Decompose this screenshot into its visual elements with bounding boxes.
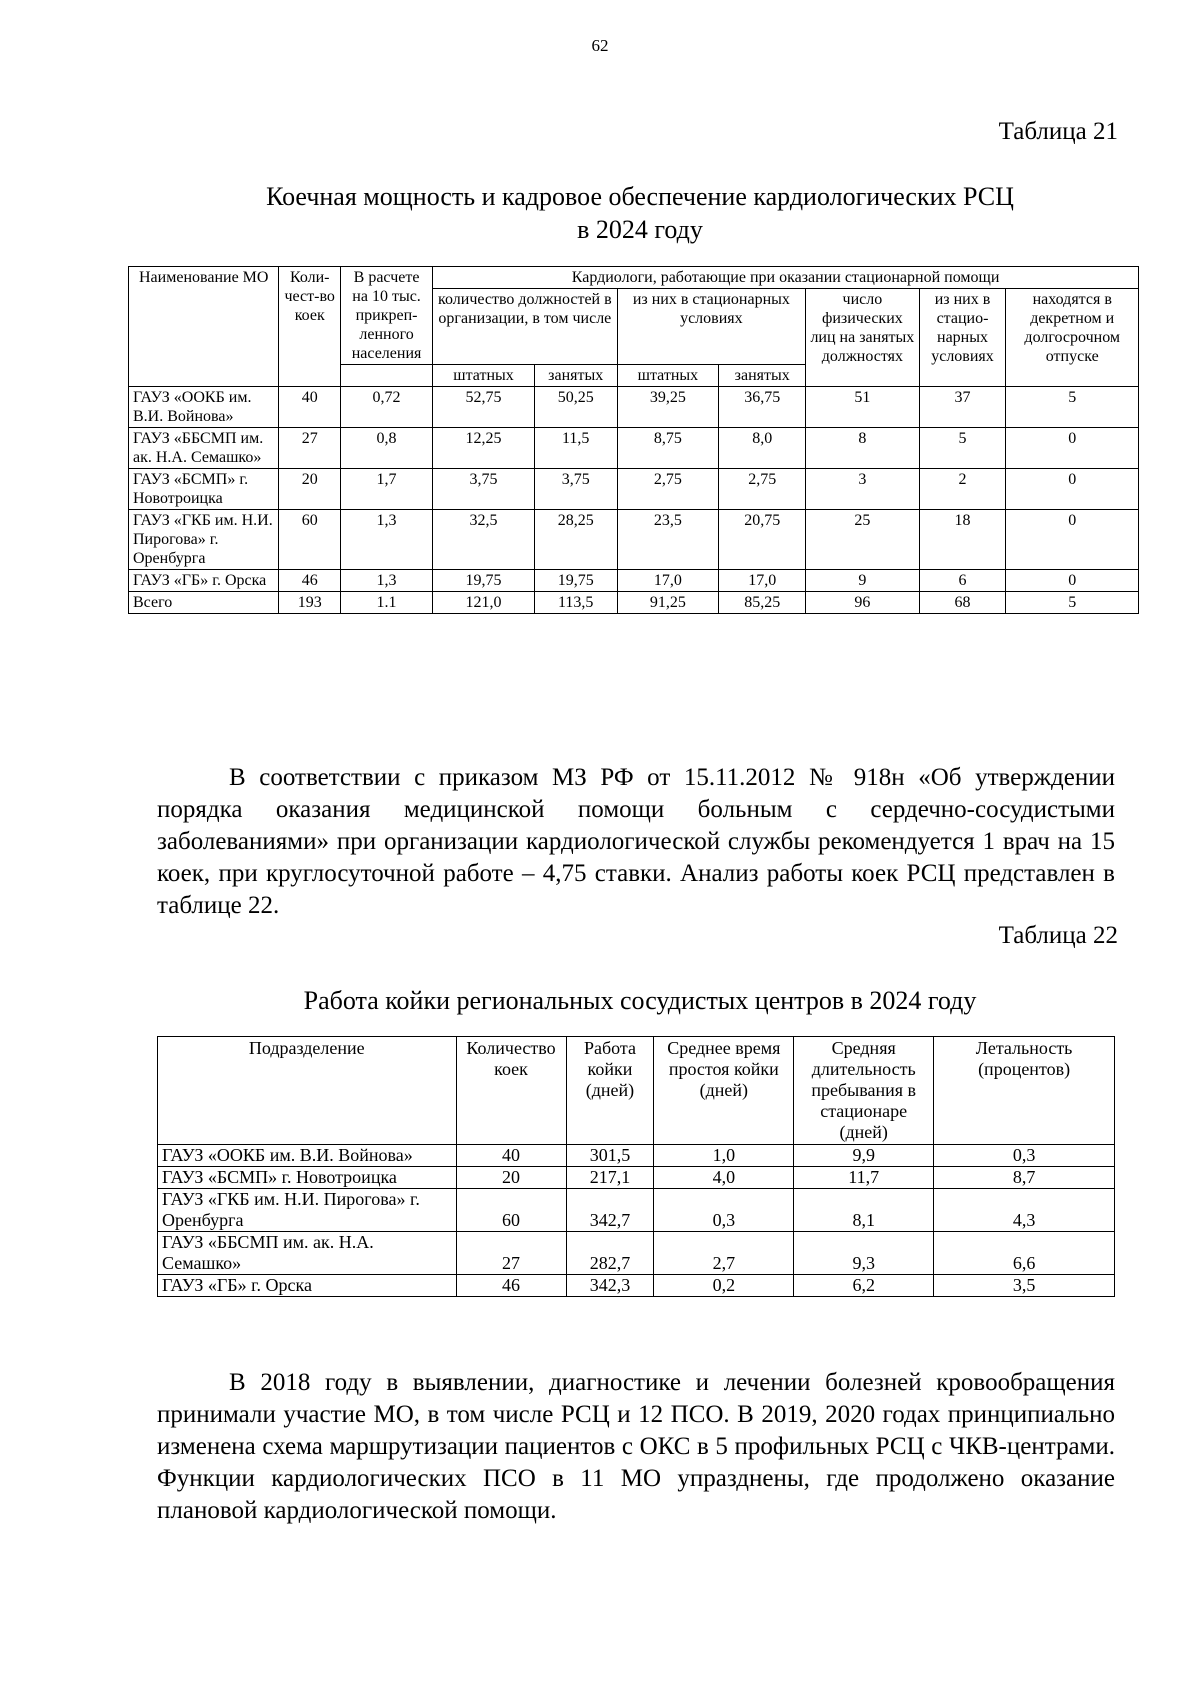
- cell-per10k: 0,72: [340, 387, 432, 428]
- cell-pos-staff: 121,0: [433, 592, 535, 614]
- table21-caption: Таблица 21: [998, 118, 1118, 145]
- cell-persons-inp: 18: [919, 510, 1006, 570]
- header-mortality: Летальность (процентов): [934, 1037, 1115, 1145]
- cell-pos-occ: 113,5: [534, 592, 617, 614]
- cell-persons-inp: 6: [919, 570, 1006, 592]
- cell-inp-occ: 17,0: [719, 570, 806, 592]
- cell-beds: 20: [456, 1167, 566, 1189]
- cell-stay: 8,1: [794, 1189, 934, 1232]
- header-idle: Среднее время простоя койки (дней): [654, 1037, 794, 1145]
- cell-beds: 27: [279, 428, 340, 469]
- header-work: Работа койки (дней): [566, 1037, 654, 1145]
- cell-pos-staff: 52,75: [433, 387, 535, 428]
- cell-stay: 9,3: [794, 1232, 934, 1275]
- cell-beds: 60: [279, 510, 340, 570]
- cell-name: ГАУЗ «БСМП» г. Новотроицка: [158, 1167, 457, 1189]
- cell-inp-occ: 8,0: [719, 428, 806, 469]
- cell-work: 342,3: [566, 1275, 654, 1297]
- table-row: [158, 1232, 1115, 1275]
- cell-per10k: 1,7: [340, 469, 432, 510]
- table21-title-line1: Коечная мощность и кадровое обеспечение кардиологических РСЦ: [266, 182, 1014, 211]
- header-beds: Количество коек: [456, 1037, 566, 1145]
- cell-name: ГАУЗ «ГБ» г. Орска: [129, 570, 279, 592]
- cell-work: 217,1: [566, 1167, 654, 1189]
- header-per10k-empty: [340, 365, 432, 387]
- cell-persons: 8: [806, 428, 919, 469]
- table-row: [158, 1145, 1115, 1167]
- cell-pos-occ: 28,25: [534, 510, 617, 570]
- cell-beds: 46: [456, 1275, 566, 1297]
- cell-name: Всего: [129, 592, 279, 614]
- table-row: [158, 1189, 1115, 1232]
- cell-persons: 25: [806, 510, 919, 570]
- cell-work: 282,7: [566, 1232, 654, 1275]
- header-positions: количество должностей в организации, в том числе: [433, 289, 617, 365]
- cell-pos-occ: 11,5: [534, 428, 617, 469]
- cell-per10k: 1,3: [340, 570, 432, 592]
- header-persons-inpatient: из них в стацио-нарных условиях: [919, 289, 1006, 387]
- cell-name: ГАУЗ «ББСМП им. ак. Н.А. Семашко»: [129, 428, 279, 469]
- table-row: [129, 510, 1139, 570]
- paragraph-2: [157, 1367, 1115, 1527]
- cell-beds: 46: [279, 570, 340, 592]
- header-staff2: штатных: [617, 365, 719, 387]
- cell-inp-staff: 17,0: [617, 570, 719, 592]
- cell-persons-inp: 37: [919, 387, 1006, 428]
- table22: [157, 1036, 1115, 1297]
- cell-per10k: 1.1: [340, 592, 432, 614]
- cell-mortality: 8,7: [934, 1167, 1115, 1189]
- page-number: 62: [591, 36, 609, 55]
- cell-beds: 60: [456, 1189, 566, 1232]
- cell-persons-inp: 5: [919, 428, 1006, 469]
- cell-idle: 0,3: [654, 1189, 794, 1232]
- cell-beds: 40: [279, 387, 340, 428]
- header-staff: штатных: [433, 365, 535, 387]
- header-stay: Средняя длительность пребывания в стационаре (дней): [794, 1037, 934, 1145]
- cell-name: ГАУЗ «ГКБ им. Н.И. Пирогова» г. Оренбурга: [129, 510, 279, 570]
- cell-leave: 0: [1006, 469, 1139, 510]
- table22-header-row: [158, 1037, 1115, 1145]
- table-row: [129, 428, 1139, 469]
- paragraph-2-text: В 2018 году в выявлении, диагностике и лечении болезней кровообращения принимали участие МО, в том числе РСЦ и 12 ПСО. В 2019, 2020 годах принципиально изменена схема маршрутизации пациентов с ОКС в 5 профильных РСЦ с ЧКВ-центрами. Функции кардиологических ПСО в 11 МО упразднены, где продолжено оказание плановой кардиологической помощи.: [157, 1369, 1115, 1524]
- cell-leave: 0: [1006, 510, 1139, 570]
- cell-pos-staff: 32,5: [433, 510, 535, 570]
- cell-inp-occ: 20,75: [719, 510, 806, 570]
- header-cardiologists-group: Кардиологи, работающие при оказании стационарной помощи: [433, 267, 1139, 289]
- cell-name: ГАУЗ «ООКБ им. В.И. Войнова»: [158, 1145, 457, 1167]
- table-row: [129, 570, 1139, 592]
- cell-name: ГАУЗ «БСМП» г. Новотроицка: [129, 469, 279, 510]
- cell-pos-staff: 12,25: [433, 428, 535, 469]
- table22-caption: Таблица 22: [998, 922, 1118, 949]
- paragraph-1: [157, 762, 1115, 922]
- cell-inp-staff: 39,25: [617, 387, 719, 428]
- header-division: Подразделение: [158, 1037, 457, 1145]
- cell-per10k: 1,3: [340, 510, 432, 570]
- cell-pos-staff: 3,75: [433, 469, 535, 510]
- cell-beds: 20: [279, 469, 340, 510]
- cell-persons-inp: 2: [919, 469, 1006, 510]
- table-row: [129, 387, 1139, 428]
- cell-pos-occ: 3,75: [534, 469, 617, 510]
- cell-inp-occ: 2,75: [719, 469, 806, 510]
- cell-inp-staff: 8,75: [617, 428, 719, 469]
- cell-persons-inp: 68: [919, 592, 1006, 614]
- cell-stay: 6,2: [794, 1275, 934, 1297]
- header-occupied2: занятых: [719, 365, 806, 387]
- cell-work: 342,7: [566, 1189, 654, 1232]
- cell-idle: 0,2: [654, 1275, 794, 1297]
- cell-idle: 1,0: [654, 1145, 794, 1167]
- table21: [128, 266, 1139, 614]
- table-row: [158, 1275, 1115, 1297]
- cell-idle: 4,0: [654, 1167, 794, 1189]
- cell-mortality: 4,3: [934, 1189, 1115, 1232]
- cell-pos-staff: 19,75: [433, 570, 535, 592]
- cell-beds: 27: [456, 1232, 566, 1275]
- cell-name: ГАУЗ «ГБ» г. Орска: [158, 1275, 457, 1297]
- cell-persons: 96: [806, 592, 919, 614]
- cell-pos-occ: 50,25: [534, 387, 617, 428]
- cell-leave: 5: [1006, 387, 1139, 428]
- header-inpatient: из них в стационарных условиях: [617, 289, 806, 365]
- cell-idle: 2,7: [654, 1232, 794, 1275]
- cell-leave: 0: [1006, 428, 1139, 469]
- header-name: Наименование МО: [129, 267, 279, 387]
- header-leave: находятся в декретном и долгосрочном отпуске: [1006, 289, 1139, 387]
- paragraph-1-text: В соответствии с приказом МЗ РФ от 15.11.2012 № 918н «Об утверждении порядка оказания медицинской помощи больным с сердечно-сосудистыми заболеваниями» при организации кардиологической службы рекомендуется 1 врач на 15 коек, при круглосуточной работе – 4,75 ставки. Анализ работы коек РСЦ представлен в таблице 22.: [157, 764, 1115, 919]
- header-per10k: В расчете на 10 тыс. прикреп-ленного населения: [340, 267, 432, 365]
- cell-per10k: 0,8: [340, 428, 432, 469]
- cell-beds: 193: [279, 592, 340, 614]
- table-row-total: [129, 592, 1139, 614]
- cell-inp-staff: 91,25: [617, 592, 719, 614]
- table-row: [129, 469, 1139, 510]
- header-beds: Коли-чест-во коек: [279, 267, 340, 387]
- cell-persons: 9: [806, 570, 919, 592]
- table21-title: [0, 180, 1200, 246]
- cell-persons: 51: [806, 387, 919, 428]
- cell-stay: 9,9: [794, 1145, 934, 1167]
- table22-title: Работа койки региональных сосудистых центров в 2024 году: [303, 986, 977, 1015]
- cell-leave: 0: [1006, 570, 1139, 592]
- header-occupied: занятых: [534, 365, 617, 387]
- cell-inp-occ: 85,25: [719, 592, 806, 614]
- cell-pos-occ: 19,75: [534, 570, 617, 592]
- cell-leave: 5: [1006, 592, 1139, 614]
- table21-title-line2: в 2024 году: [577, 215, 703, 244]
- cell-inp-occ: 36,75: [719, 387, 806, 428]
- header-persons: число физических лиц на занятых должностях: [806, 289, 919, 387]
- cell-name: ГАУЗ «ООКБ им. В.И. Войнова»: [129, 387, 279, 428]
- cell-inp-staff: 2,75: [617, 469, 719, 510]
- cell-mortality: 6,6: [934, 1232, 1115, 1275]
- cell-persons: 3: [806, 469, 919, 510]
- cell-name: ГАУЗ «ГКБ им. Н.И. Пирогова» г. Оренбурга: [158, 1189, 457, 1232]
- table-row: [158, 1167, 1115, 1189]
- cell-beds: 40: [456, 1145, 566, 1167]
- cell-name: ГАУЗ «ББСМП им. ак. Н.А. Семашко»: [158, 1232, 457, 1275]
- cell-stay: 11,7: [794, 1167, 934, 1189]
- cell-work: 301,5: [566, 1145, 654, 1167]
- cell-inp-staff: 23,5: [617, 510, 719, 570]
- cell-mortality: 3,5: [934, 1275, 1115, 1297]
- cell-mortality: 0,3: [934, 1145, 1115, 1167]
